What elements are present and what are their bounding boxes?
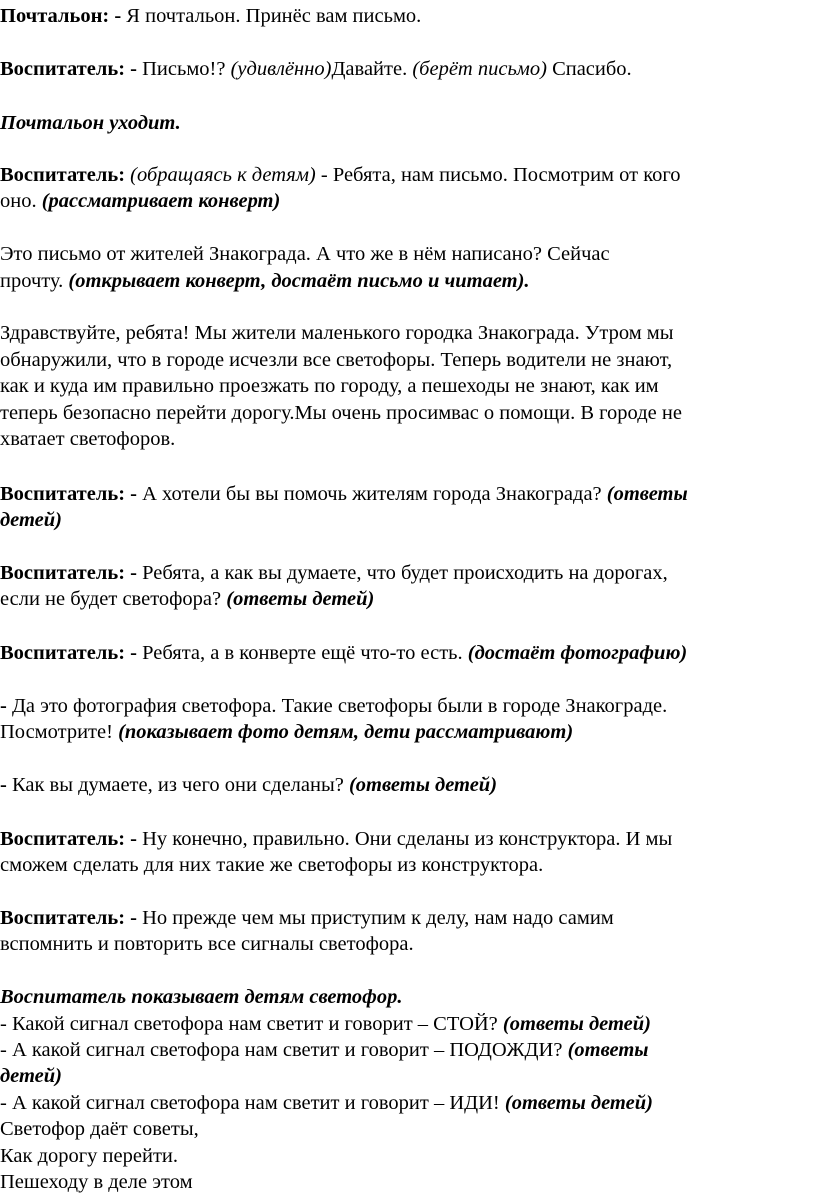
speech-text: Ребята, а как вы думаете, что будет происходить на дорогах, [136,562,668,584]
speech-text: оно. [0,190,42,212]
paragraph-dash-line-cont [0,719,573,745]
speaker-label: Воспитатель: - [0,907,137,929]
verse-line [0,1116,199,1142]
paragraph-postman-line [0,3,421,29]
paragraph-dash-line [0,772,497,798]
speaker-label: Воспитатель: - [0,58,137,80]
paragraph-teacher-line [0,826,672,852]
stage-direction: (ответы [567,1039,649,1061]
verse-text: Как дорогу перейти. [0,1145,178,1167]
speech-text: Посмотрите! [0,721,119,743]
letter-text-line [0,400,682,426]
dash-marker: - [0,774,7,796]
verse-line [0,1143,178,1169]
letter-text-line [0,347,672,373]
speech-text: вспомнить и повторить все сигналы светофора. [0,933,414,955]
speech-text: - Ребята, нам письмо. Посмотрим от кого [315,164,681,186]
speech-text: Я почтальон. Принёс вам письмо. [121,5,422,27]
speaker-label: Воспитатель: - [0,562,137,584]
verse-line [0,1169,193,1195]
question-line [0,1090,653,1116]
stage-direction: (ответы детей) [226,588,375,610]
speaker-label: Воспитатель: - [0,483,137,505]
paragraph-teacher-line [0,905,614,931]
paragraph-teacher-line-cont [0,931,414,957]
letter-text-line [0,426,175,452]
paragraph-teacher-line-cont [0,852,543,878]
speech-text: Да это фотография светофора. Такие светофоры были в городе Знакограде. [6,695,668,717]
speech-text: Ребята, а в конверте ещё что-то есть. [136,642,468,664]
stage-direction: (открывает конверт, достаёт письмо и читает). [68,270,530,292]
stage-direction: (ответы детей) [502,1013,651,1035]
speech-text: если не будет светофора? [0,588,227,610]
stage-direction: (ответы детей) [504,1092,653,1114]
paragraph-stage-direction [0,110,181,136]
letter-text: теперь безопасно перейти дорогу.Мы очень просимвас о помощи. В городе не [0,402,682,424]
paragraph-teacher-line [0,56,632,82]
speech-text: Спасибо. [546,58,632,80]
stage-direction: (достаёт фотографию) [467,642,688,664]
stage-direction: (ответы [606,483,688,505]
stage-direction: (рассматривает конверт) [41,190,281,212]
dash-marker: - [0,695,7,717]
verse-text: Пешеходу в деле этом [0,1171,193,1193]
letter-text: обнаружили, что в городе исчезли все светофоры. Теперь водители не знают, [0,349,673,371]
speech-text: - А какой сигнал светофора нам светит и говорит – ИДИ! [0,1092,505,1114]
speech-text: Ну конечно, правильно. Они сделаны из конструктора. И мы [136,828,673,850]
stage-direction: (берёт письмо) [412,58,547,80]
stage-direction: детей) [0,509,63,531]
speech-text: прочту. [0,270,69,292]
letter-text: как и куда им правильно проезжать по городу, а пешеходы не знают, как им [0,375,659,397]
speech-text: Письмо!? [136,58,231,80]
paragraph-letter-intro [0,241,610,267]
stage-direction: (ответы детей) [348,774,498,796]
paragraph-teacher-line [0,162,681,188]
paragraph-teacher-line-cont [0,507,62,533]
speaker-label: Воспитатель: - [0,828,137,850]
question-line-cont [0,1063,62,1089]
speech-text: Как вы думаете, из чего они сделаны? [6,774,349,796]
question-line [0,1037,649,1063]
paragraph-teacher-line [0,640,687,666]
speaker-label: Воспитатель: [0,164,126,186]
question-line [0,1011,651,1037]
stage-direction: (обращаясь к детям) [125,164,316,186]
stage-direction: (удивлённо) [230,58,332,80]
speech-text: Давайте. [331,58,413,80]
speech-text: А хотели бы вы помочь жителям города Знакограда? [136,483,607,505]
stage-direction: детей) [0,1065,63,1087]
paragraph-teacher-line [0,560,668,586]
speech-text: - А какой сигнал светофора нам светит и говорит – ПОДОЖДИ? [0,1039,568,1061]
speech-text: Это письмо от жителей Знакограда. А что же в нём написано? Сейчас [0,243,610,265]
speech-text: - Какой сигнал светофора нам светит и говорит – СТОЙ? [0,1013,503,1035]
section-heading [0,984,402,1010]
speech-text: сможем сделать для них такие же светофоры из конструктора. [0,854,544,876]
letter-text: хватает светофоров. [0,428,176,450]
stage-direction: Почтальон уходит. [0,112,181,134]
speech-text: Но прежде чем мы приступим к делу, нам надо самим [136,907,614,929]
letter-text-line [0,320,674,346]
speaker-label: Воспитатель: - [0,642,137,664]
paragraph-dash-line [0,693,667,719]
stage-direction: Воспитатель показывает детям светофор. [0,986,403,1008]
speaker-label: Почтальон: - [0,5,122,27]
verse-text: Светофор даёт советы, [0,1118,199,1140]
stage-direction: (показывает фото детям, дети рассматривают) [118,721,574,743]
paragraph-teacher-line [0,481,688,507]
paragraph-teacher-line-cont [0,188,280,214]
letter-text-line [0,373,659,399]
letter-text: Здравствуйте, ребята! Мы жители маленького городка Знакограда. Утром мы [0,322,674,344]
paragraph-teacher-line-cont [0,586,374,612]
paragraph-letter-intro-cont [0,268,530,294]
